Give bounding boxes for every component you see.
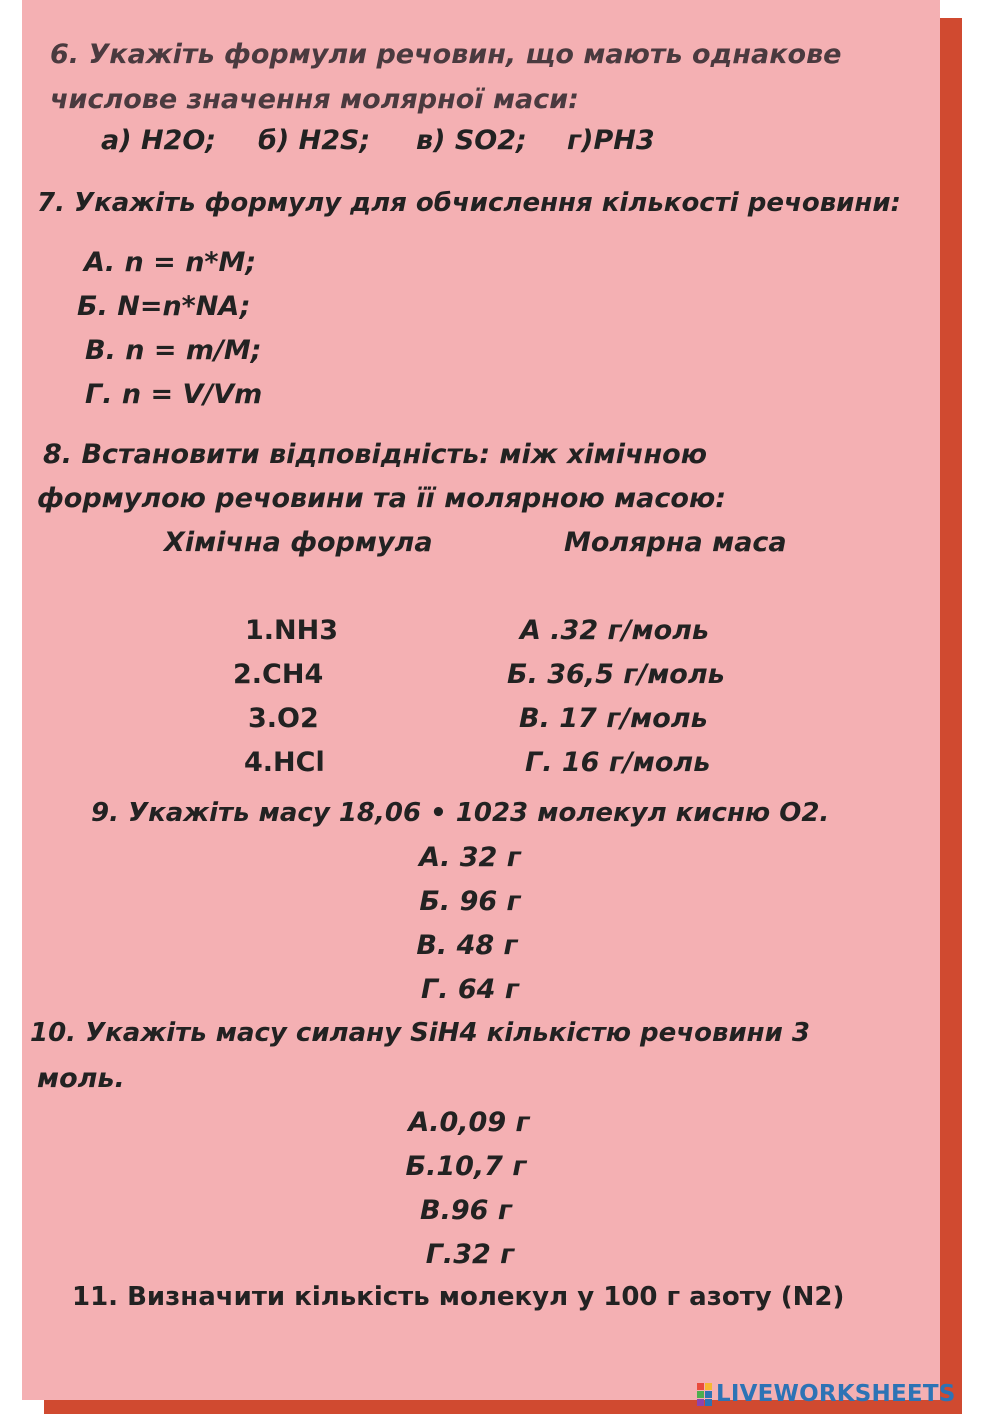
q8-formula-1: 1.NH3 xyxy=(245,615,339,646)
q8-column-mass: Молярна маса xyxy=(564,527,787,558)
q6-option-d: г)PH3 xyxy=(567,125,655,156)
q7-option-d: Г. n = V/Vm xyxy=(85,379,263,410)
q8-line2: формулою речовини та її молярною масою: xyxy=(37,483,726,514)
q6-line2: числове значення молярної маси: xyxy=(50,84,579,115)
q7-option-c: В. n = m/M; xyxy=(85,335,262,366)
q8-formula-2: 2.CH4 xyxy=(233,659,324,690)
q10-option-d: Г.32 г xyxy=(425,1239,515,1270)
q6-option-a: а) H2O; xyxy=(101,125,217,156)
q8-mass-d: Г. 16 г/моль xyxy=(525,747,711,778)
q6-option-b: б) H2S; xyxy=(258,125,371,156)
q9-option-a: А. 32 г xyxy=(419,842,521,873)
q8-mass-a: А .32 г/моль xyxy=(520,615,709,646)
q8-formula-3: 3.O2 xyxy=(248,703,319,734)
q8-column-formula: Хімічна формула xyxy=(164,527,433,558)
q6-line1: 6. Укажіть формули речовин, що мають однакове xyxy=(50,39,842,70)
q8-line1: 8. Встановити відповідність: між хімічною xyxy=(43,439,707,470)
q10-option-a: А.0,09 г xyxy=(408,1107,530,1138)
q9-title: 9. Укажіть масу 18,06 • 1023 молекул кисню O2. xyxy=(91,798,830,828)
logo-icon xyxy=(697,1383,712,1406)
q7-title: 7. Укажіть формулу для обчислення кількості речовини: xyxy=(37,188,901,218)
q7-option-a: А. n = n*M; xyxy=(84,247,257,278)
q7-option-b: Б. N=n*NA; xyxy=(77,291,251,322)
q10-option-c: В.96 г xyxy=(420,1195,512,1226)
q9-option-d: Г. 64 г xyxy=(421,974,519,1005)
q10-option-b: Б.10,7 г xyxy=(405,1151,527,1182)
q9-option-b: Б. 96 г xyxy=(419,886,521,917)
q8-mass-c: В. 17 г/моль xyxy=(519,703,708,734)
q10-line2: моль. xyxy=(37,1063,125,1094)
logo-text: LIVEWORKSHEETS xyxy=(716,1381,956,1407)
q8-formula-4: 4.HCl xyxy=(244,747,325,778)
q10-line1: 10. Укажіть масу силану SiH4 кількістю речовини 3 xyxy=(30,1018,810,1048)
q9-option-c: В. 48 г xyxy=(416,930,518,961)
liveworksheets-logo xyxy=(697,1380,955,1408)
q11-title: 11. Визначити кількість молекул у 100 г азоту (N2) xyxy=(72,1282,845,1312)
q6-option-c: в) SO2; xyxy=(416,125,527,156)
q8-mass-b: Б. 36,5 г/моль xyxy=(507,659,725,690)
